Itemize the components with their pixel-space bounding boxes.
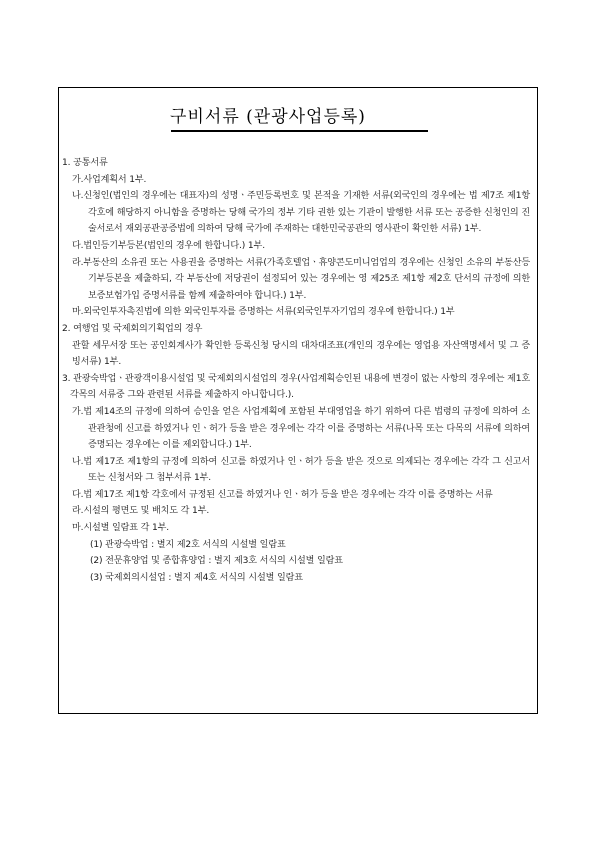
list-item-facility-list: 마.시설별 일람표 각 1부. [72, 523, 170, 534]
list-item-corporate-registry: 다.법인등기부등본(법인의 경우에 한합니다.) 1부. [72, 240, 265, 251]
list-item-deemed-permit-filing: 나.법 제17조 제1항의 규정에 의하여 신고를 하였거나 인ㆍ허가 등을 받은 것으로 의제되는 경우에는 각각 그 신고서 또는 신청서와 그 첨부서류 1부. [72, 456, 530, 484]
list-item-business-plan: 가.사업계획서 1부. [72, 174, 147, 185]
facility-list-convention: (3) 국제회의시설업 : 별지 제4호 서식의 시설별 일람표 [90, 572, 303, 583]
facility-list-lodging: (1) 관광숙박업 : 별지 제2호 서식의 시설별 일람표 [90, 539, 286, 550]
facility-list-resort: (2) 전문휴양업 및 종합휴양업 : 별지 제3호 서식의 시설별 일람표 [90, 556, 343, 567]
list-item-applicant-identity: 나.신청인(법인의 경우에는 대표자)의 성명ㆍ주민등록번호 및 본적을 기재한 서류(외국인의 경우에는 법 제7조 제1항 각호에 해당하지 아니함을 증명하는 당해 국가의 정부 기타 권한 있는 기관이 발행한 서류 또는 공증한 신청인의 진술서로서 재외공관공증법에 의하여 당해 국가에 주재하는 대한민국공관의 영사관이 확인한 서류) 1부. [72, 191, 530, 235]
list-item-ancillary-business-proof: 가.법 제14조의 규정에 의하여 승인을 얻은 사업계획에 포함된 부대영업을 하기 위하여 다른 법령의 규정에 의하여 소관관청에 신고를 하였거나 인ㆍ허가 등을 받은 경우에는 각각 이를 증명하는 서류(나목 또는 다목의 서류에 의하여 증명되는 경우에는 이를 제외합니다.) 1부. [72, 406, 530, 451]
list-item-floor-plans: 라.시설의 평면도 및 배치도 각 1부. [72, 506, 210, 517]
section-body-balance-sheet: 관할 세무서장 또는 공인회계사가 확인한 등록신청 당시의 대차대조표(개인의 경우에는 영업용 자산액명세서 및 그 증빙서류) 1부. [72, 340, 530, 368]
document-body [62, 155, 530, 586]
document-title: 구비서류 (관광사업등록) [170, 107, 366, 127]
list-item-property-rights: 라.부동산의 소유권 또는 사용권을 증명하는 서류(가족호텔업ㆍ휴양콘도미니엄업의 경우에는 신청인 소유의 부동산등기부등본을 제출하되, 각 부동산에 저당권이 설정되어 있는 경우에는 영 제25조 제1항 제2호 단서의 규정에 의한 보증보험가입 증명서류를 함께 제출하여야 합니다.) 1부. [72, 257, 530, 301]
title-underline [171, 130, 428, 132]
list-item-permit-proof: 다.법 제17조 제1항 각호에서 규정된 신고를 하였거나 인ㆍ허가 등을 받은 경우에는 각각 이를 증명하는 서류 [72, 489, 493, 500]
section-heading-travel-business: 2. 여행업 및 국제회의기획업의 경우 [62, 323, 203, 334]
section-heading-lodging-facilities: 3. 관광숙박업ㆍ관광객이용시설업 및 국제회의시설업의 경우(사업계획승인된 내용에 변경이 없는 사항의 경우에는 제1호 각목의 서류중 그와 관련된 서류를 제출하지 아니합니다.). [62, 373, 530, 401]
list-item-foreign-investment: 마.외국인투자촉진법에 의한 외국인투자를 증명하는 서류(외국인투자기업의 경우에 한합니다.) 1부 [72, 307, 455, 318]
section-heading-common-documents: 1. 공통서류 [62, 158, 108, 168]
